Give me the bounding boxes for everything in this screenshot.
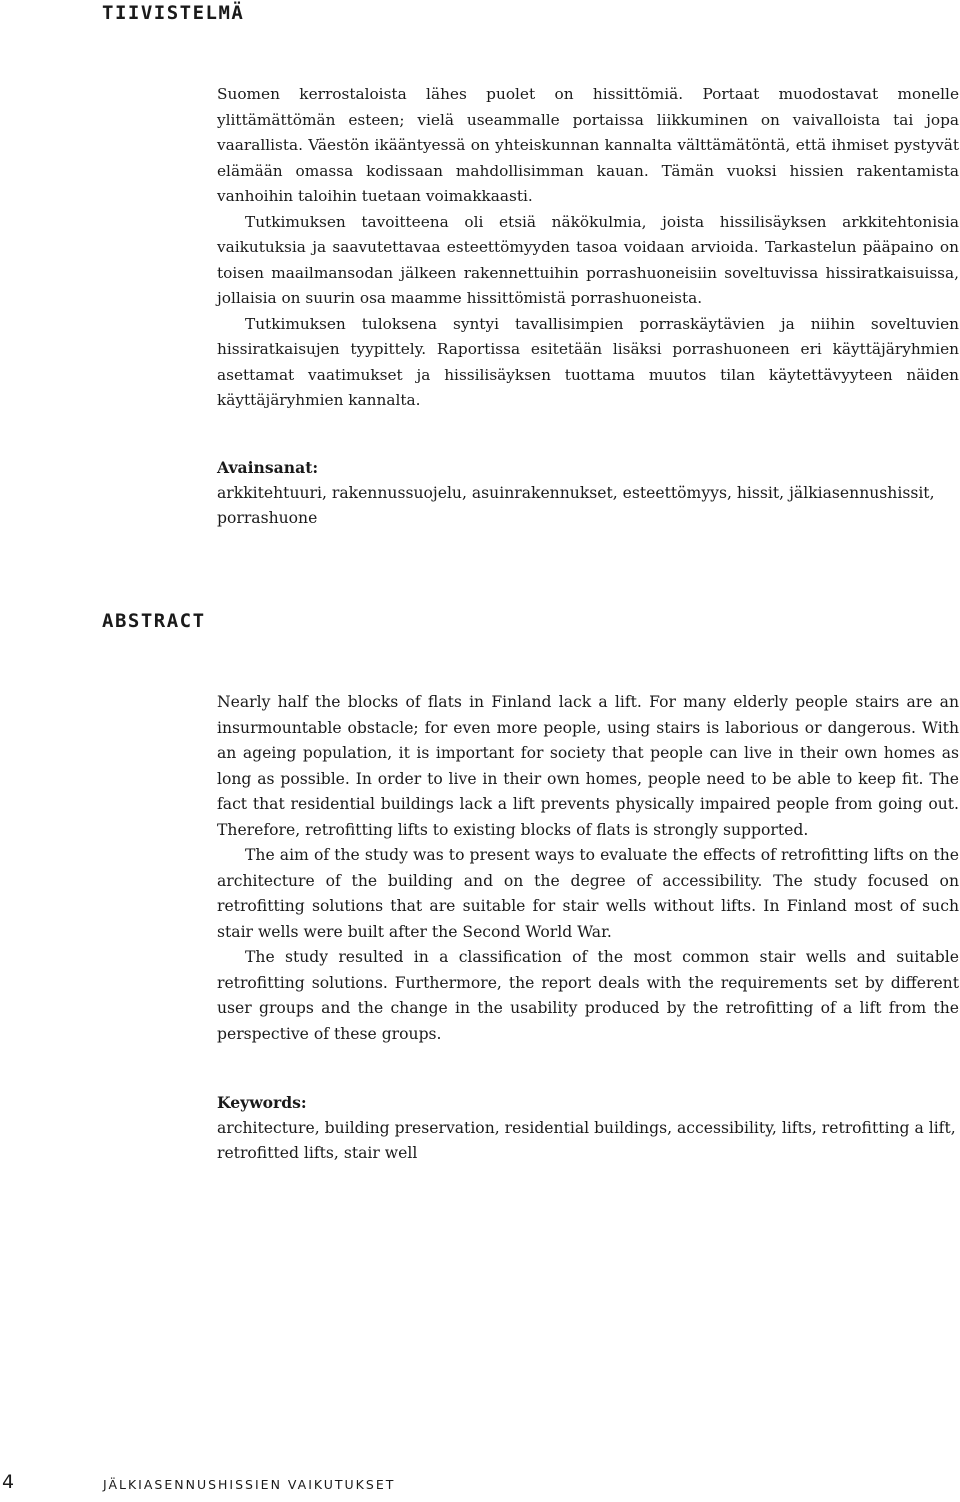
abstract-body <box>217 690 959 1047</box>
abstract-paragraph-3: The study resulted in a classification of the most common stair wells and suitable retrofitting solutions. Furthermore, the report deals with the requirements set by different user groups and the change in the usability produced by the retrofitting of a lift from the perspective of these groups. <box>217 948 959 1043</box>
abstract-paragraph-2: The aim of the study was to present ways to evaluate the effects of retrofitting lifts on the architecture of the building and on the degree of accessibility. The study focused on retrofitting solutions that are suitable for stair wells without lifts. In Finland most of such stair wells were built after the Second World War. <box>217 846 959 941</box>
tiivistelma-keywords <box>217 455 959 532</box>
keywords-label-fi: Avainsanat: <box>217 458 319 477</box>
abstract-paragraph-1: Nearly half the blocks of flats in Finland lack a lift. For many elderly people stairs are an insurmountable obstacle; for even more people, using stairs is laborious or dangerous. With an ageing population, it is important for society that people can live in their own homes as long as possible. In order to live in their own homes, people need to be able to keep fit. The fact that residential buildings lack a lift prevents physically impaired people from going out. Therefore, retrofitting lifts to existing blocks of flats is strongly supported. <box>217 693 959 839</box>
tiivistelma-paragraph-1: Suomen kerrostaloista lähes puolet on hissittömiä. Portaat muodostavat monelle ylittämättömän esteen; vielä useammalle portaissa liikkuminen on vaivalloista tai jopa vaarallista. Väestön ikääntyessä on yhteiskunnan kannalta välttämätöntä, että ihmiset pystyvät elämään omassa kodissaan mahdollisimman kauan. Tämän vuoksi hissien rakentamista vanhoihin taloihin tuetaan voimakkaasti. <box>217 85 959 205</box>
keywords-list-en: architecture, building preservation, residential buildings, accessibility, lifts, retrofitting a lift, retrofitted lifts, stair well <box>217 1118 956 1162</box>
page-number: 4 <box>2 1471 15 1493</box>
section-heading-abstract: ABSTRACT <box>102 610 206 632</box>
page-footer <box>0 1471 960 1501</box>
running-title: JÄLKIASENNUSHISSIEN VAIKUTUKSET <box>103 1477 396 1492</box>
abstract-keywords <box>217 1090 959 1167</box>
tiivistelma-paragraph-3: Tutkimuksen tuloksena syntyi tavallisimpien porraskäytävien ja niihin soveltuvien hissiratkaisujen tyypittely. Raportissa esitetään lisäksi porrashuoneen eri käyttäjäryhmien asettamat vaatimukset ja hissilisäyksen tuottama muutos tilan käytettävyyteen näiden käyttäjäryhmien kannalta. <box>217 314 959 409</box>
section-heading-tiivistelma: TIIVISTELMÄ <box>102 2 245 24</box>
keywords-label-en: Keywords: <box>217 1093 307 1112</box>
tiivistelma-paragraph-2: Tutkimuksen tavoitteena oli etsiä näkökulmia, joista hissilisäyksen arkkitehtonisia vaikutuksia ja saavutettavaa esteettömyyden tasoa voidaan arvioida. Tarkastelun pääpaino on toisen maailmansodan jälkeen rakennettuihin porrashuoneisiin soveltuvissa hissiratkaisuissa, jollaisia on suurin osa maamme hissittömistä porrashuoneista. <box>217 212 959 307</box>
tiivistelma-body <box>217 82 959 414</box>
keywords-list-fi: arkkitehtuuri, rakennussuojelu, asuinrakennukset, esteettömyys, hissit, jälkiasennushissit, porrashuone <box>217 483 935 527</box>
